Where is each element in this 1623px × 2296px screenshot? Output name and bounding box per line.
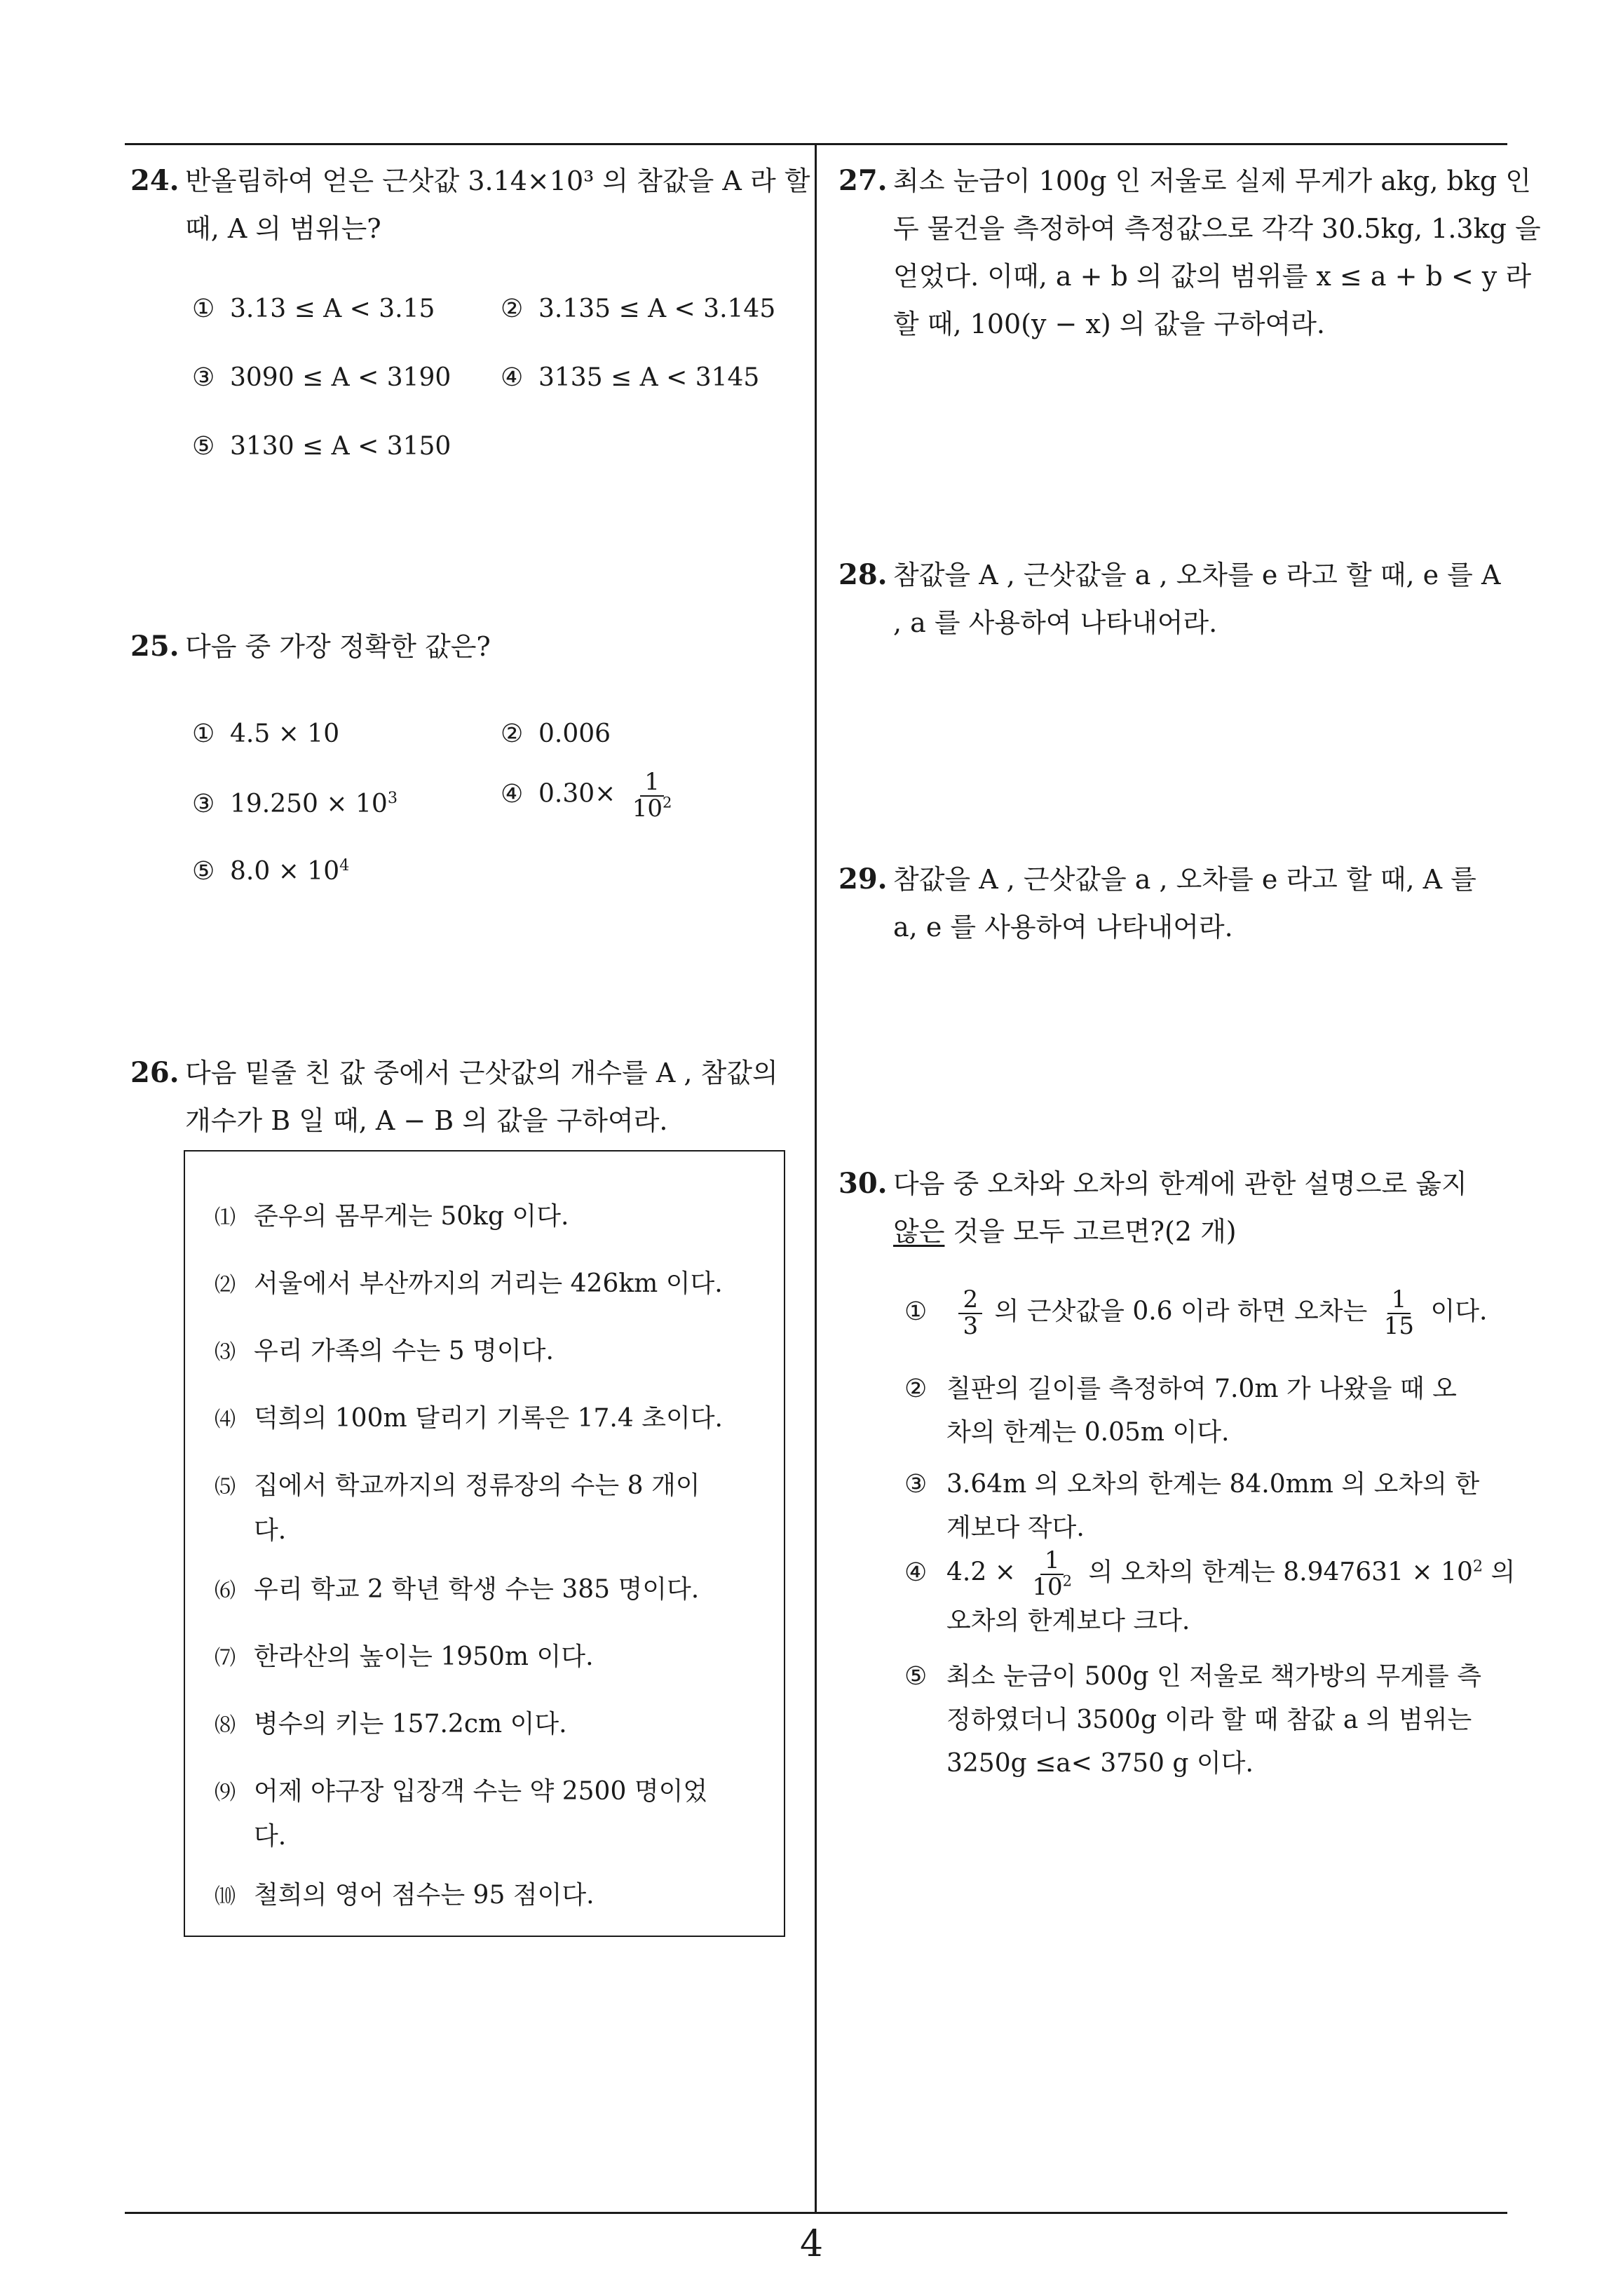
choice-5[interactable]: ⑤ 최소 눈금이 500g 인 저울로 책가방의 무게를 측 정하였더니 3500g 이라 할 때 참값 a 의 범위는 3250g ≤a< 3750 g 이다. [904, 1662, 1482, 1778]
bottom-rule [125, 2212, 1507, 2214]
fraction: $\frac{1}{10^2}$ [632, 768, 672, 823]
question-text-line: 참값을 A , 근삿값을 a , 오차를 e 라고 할 때, A 를 [893, 864, 1476, 895]
choice-4[interactable]: ④ 4.2 × $\frac{1}{10^2}$ 의 오차의 한계는 $8.947631 \times 10^2$ 의 오차의 한계보다 크다. [904, 1546, 1516, 1636]
box-item-8: ⑻ 병수의 키는 157.2cm 이다. [215, 1710, 567, 1738]
question-text-line: 다음 중 가장 정확한 값은? [185, 631, 491, 662]
question-text-line: 반올림하여 얻은 근삿값 3.14×10³ 의 참값을 A 라 할 [185, 166, 810, 196]
question-number: 24. [130, 164, 179, 197]
question-26 [130, 1049, 803, 1144]
choice-2[interactable]: ② 칠판의 길이를 측정하여 7.0m 가 나왔을 때 오 차의 한계는 0.05m 이다. [904, 1375, 1457, 1447]
question-text-line: 얻었다. 이때, a + b 의 값의 범위를 x ≤ a + b < y 라 [893, 261, 1532, 292]
choice-5[interactable]: ⑤ $8.0 \times 10^4$ [192, 856, 350, 886]
question-number: 29. [838, 863, 888, 896]
question-text-line: 다음 중 오차와 오차의 한계에 관한 설명으로 옳지 [893, 1168, 1467, 1199]
box-item-6: ⑹ 우리 학교 2 학년 학생 수는 385 명이다. [215, 1575, 700, 1604]
box-item-2: ⑵ 서울에서 부산까지의 거리는 426km 이다. [215, 1269, 723, 1298]
box-item-7: ⑺ 한라산의 높이는 1950m 이다. [215, 1642, 594, 1671]
choice-4[interactable]: ④ 3135 ≤ A < 3145 [501, 363, 760, 392]
box-item-4: ⑷ 덕희의 100m 달리기 기록은 17.4 초이다. [215, 1404, 723, 1433]
page-number: 4 [799, 2223, 824, 2265]
box-item-3: ⑶ 우리 가족의 수는 5 명이다. [215, 1337, 554, 1365]
question-text-line: 않은 것을 모두 고르면?(2 개) [893, 1216, 1237, 1247]
question-28 [838, 551, 1519, 647]
choice-1[interactable]: ① 3.13 ≤ A < 3.15 [192, 295, 435, 323]
question-number: 27. [838, 164, 888, 197]
question-30 [838, 1160, 1519, 1255]
statement-box [184, 1150, 785, 1937]
choice-2[interactable]: ② 0.006 [501, 720, 611, 748]
question-27 [838, 157, 1541, 348]
question-25 [130, 623, 803, 670]
fraction: $\frac{1}{10^2}$ [1032, 1546, 1072, 1601]
box-item-9: ⑼ 어제 야구장 입장객 수는 약 2500 명이었 다. [215, 1777, 708, 1851]
question-text-line: 할 때, 100(y − x) 의 값을 구하여라. [893, 309, 1326, 339]
choice-4[interactable]: ④ 0.30× $\frac{1}{10^2}$ [501, 770, 680, 821]
fraction: $\frac{1}{15}$ [1383, 1285, 1415, 1340]
choice-1[interactable]: ① 4.5 × 10 [192, 720, 340, 748]
fraction: $\frac{2}{3}$ [958, 1288, 982, 1339]
choice-5[interactable]: ⑤ 3130 ≤ A < 3150 [192, 432, 451, 461]
question-number: 25. [130, 630, 179, 663]
question-number: 30. [838, 1167, 888, 1200]
question-29 [838, 856, 1519, 951]
choice-3[interactable]: ③ 3090 ≤ A < 3190 [192, 363, 451, 392]
question-text-line: 최소 눈금이 100g 인 저울로 실제 무게가 akg, bkg 인 [893, 166, 1531, 196]
box-item-1: ⑴ 준우의 몸무게는 50kg 이다. [215, 1202, 569, 1231]
choice-3[interactable]: ③ $19.250 \times 10^3$ [192, 789, 398, 818]
choice-2[interactable]: ② 3.135 ≤ A < 3.145 [501, 295, 776, 323]
question-text-line: 참값을 A , 근삿값을 a , 오차를 e 라고 할 때, e 를 A [893, 560, 1501, 590]
choice-1[interactable]: ① $\frac{2}{3}$ 의 근삿값을 0.6 이라 하면 오차는 $\frac{1}{15}$ 이다. [904, 1285, 1488, 1340]
question-text-line: 때, A 의 범위는? [185, 213, 381, 244]
choices-24 [192, 295, 795, 477]
box-item-10: ⑽ 철희의 영어 점수는 95 점이다. [215, 1881, 595, 1910]
choice-3[interactable]: ③ 3.64m 의 오차의 한계는 84.0mm 의 오차의 한 계보다 작다. [904, 1470, 1480, 1542]
question-number: 28. [838, 558, 888, 591]
underlined-word: 않은 [893, 1216, 945, 1247]
question-24 [130, 157, 810, 252]
choices-25 [192, 720, 795, 902]
question-text-line: a, e 를 사용하여 나타내어라. [893, 912, 1233, 943]
box-item-5: ⑸ 집에서 학교까지의 정류장의 수는 8 개이 다. [215, 1471, 700, 1545]
question-number: 26. [130, 1056, 179, 1089]
question-text-line: , a 를 사용하여 나타내어라. [893, 607, 1218, 638]
question-text-line: 개수가 B 일 때, A − B 의 값을 구하여라. [185, 1105, 668, 1136]
column-divider [815, 144, 817, 2212]
question-text-line: 두 물건을 측정하여 측정값으로 각각 30.5kg, 1.3kg 을 [893, 213, 1541, 244]
question-text-line: 다음 밑줄 친 값 중에서 근삿값의 개수를 A , 참값의 [185, 1058, 778, 1088]
